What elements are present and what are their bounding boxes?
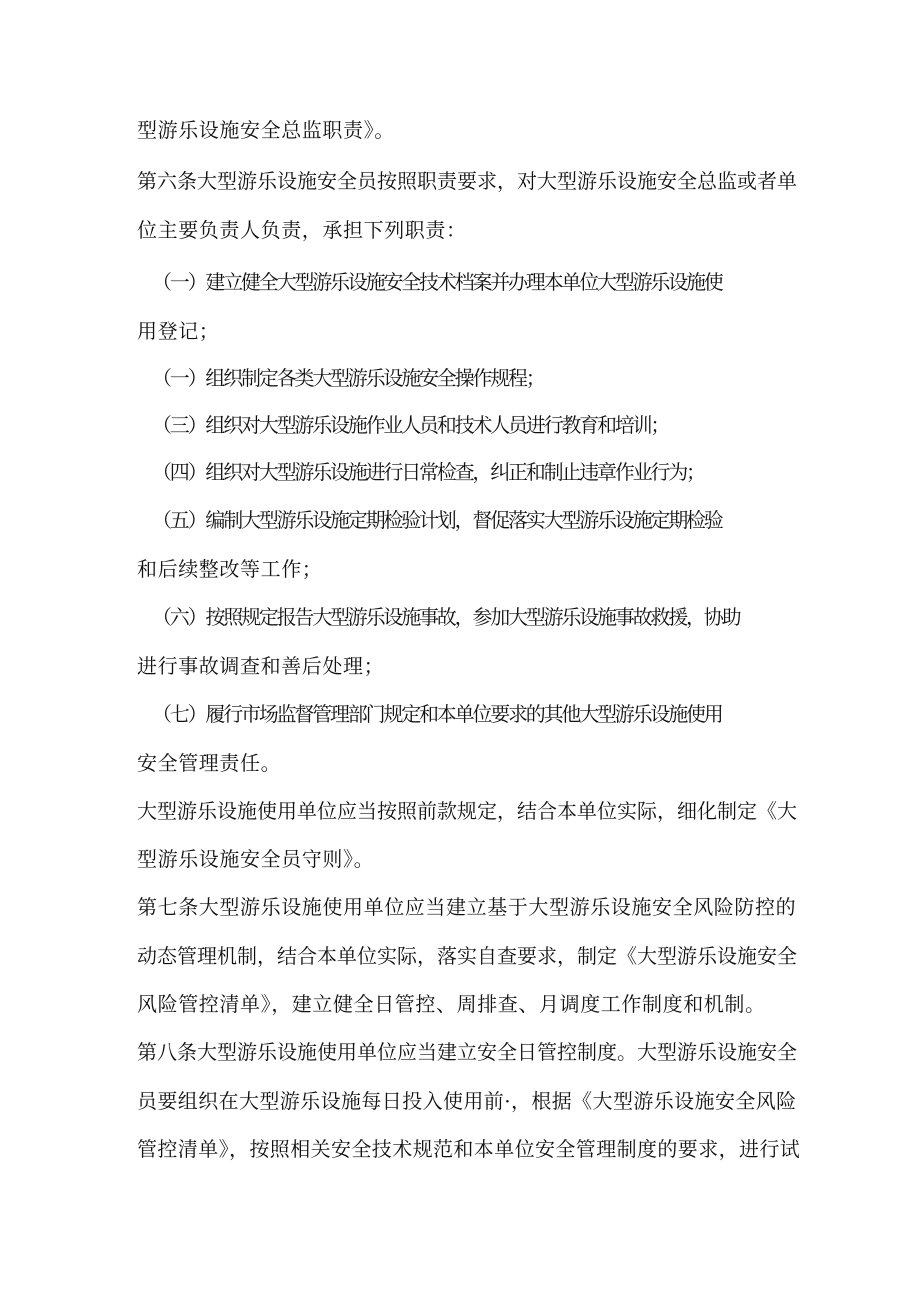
text-line: （七）履行市场监督管理部门规定和本单位要求的其他大型游乐设施使用 xyxy=(152,702,722,726)
text-line: （一）建立健全大型游乐设施安全技术档案并办理本单位大型游乐设施使 xyxy=(152,270,722,294)
text-line: 第七条大型游乐设施使用单位应当建立基于大型游乐设施安全风险防控的 xyxy=(137,895,797,919)
text-line: 用登记； xyxy=(137,319,220,343)
text-line: 型游乐设施安全员守则》。 xyxy=(137,847,375,871)
text-line: 安全管理责任。 xyxy=(137,751,282,775)
text-line: （四）组织对大型游乐设施进行日常检查，纠正和制止违章作业行为； xyxy=(152,460,704,484)
text-line: （六）按照规定报告大型游乐设施事故，参加大型游乐设施事故救援，协助 xyxy=(152,605,740,629)
text-line: 第八条大型游乐设施使用单位应当建立安全日管控制度。大型游乐设施安全 xyxy=(137,1040,797,1064)
text-line: 位主要负责人负责，承担下列职责： xyxy=(137,218,467,242)
text-line: 员要组织在大型游乐设施每日投入使用前·，根据《大型游乐设施安全风险 xyxy=(137,1089,797,1113)
text-line: 进行事故调查和善后处理； xyxy=(137,654,385,678)
text-line: 和后续整改等工作； xyxy=(137,557,323,581)
text-line: 风险管控清单》，建立健全日管控、周排查、月调度工作制度和机制。 xyxy=(137,992,766,1016)
text-line: 管控清单》，按照相关安全技术规范和本单位安全管理制度的要求，进行试 xyxy=(137,1137,801,1161)
text-line: 动态管理机制，结合本单位实际，落实自查要求，制定《大型游乐设施安全 xyxy=(137,944,797,968)
text-line: 型游乐设施安全总监职责》。 xyxy=(137,118,395,142)
text-line: 大型游乐设施使用单位应当按照前款规定，结合本单位实际，细化制定《大 xyxy=(137,799,797,823)
text-line: （五）编制大型游乐设施定期检验计划，督促落实大型游乐设施定期检验 xyxy=(152,508,722,532)
text-line: 第六条大型游乐设施安全员按照职责要求，对大型游乐设施安全总监或者单 xyxy=(137,169,797,193)
text-line: （一）组织制定各类大型游乐设施安全操作规程； xyxy=(152,366,544,390)
text-line: （三）组织对大型游乐设施作业人员和技术人员进行教育和培训； xyxy=(152,413,669,437)
